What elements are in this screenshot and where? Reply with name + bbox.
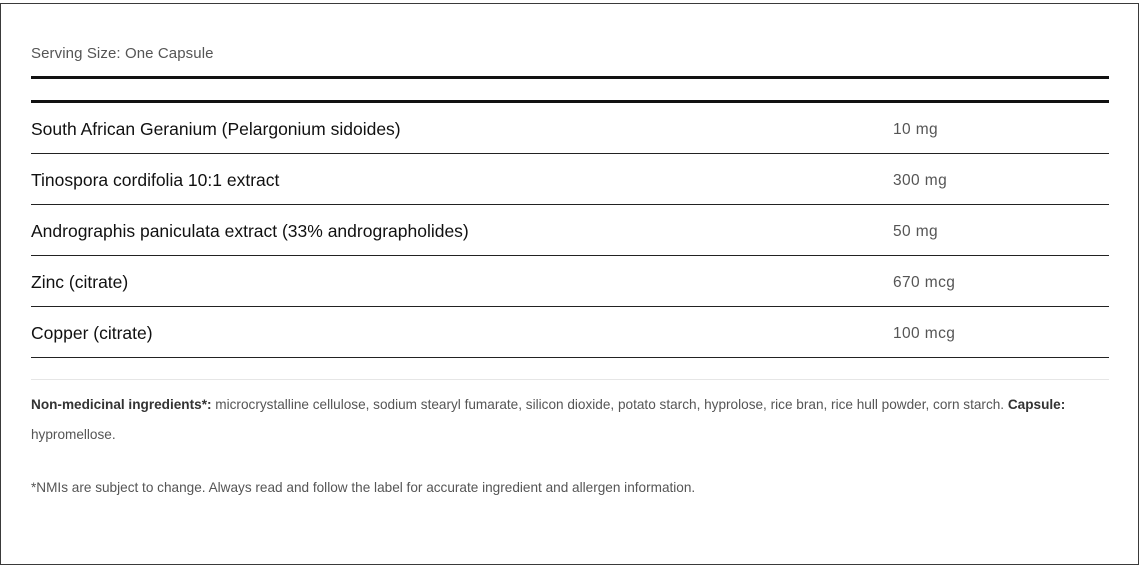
ingredient-name: Copper (citrate) — [31, 323, 153, 343]
ingredient-amount: 10 mg — [893, 121, 939, 138]
ingredient-amount: 50 mg — [893, 223, 939, 240]
table-row — [31, 103, 1109, 154]
ingredient-name: Andrographis paniculata extract (33% andrographolides) — [31, 221, 469, 241]
ingredient-amount: 300 mg — [893, 172, 948, 189]
ingredient-name: South African Geranium (Pelargonium sidoides) — [31, 119, 401, 139]
nmi-footnote: *NMIs are subject to change. Always read and follow the label for accurate ingredient and allergen information. — [31, 480, 696, 495]
supplement-facts-panel — [0, 3, 1139, 565]
table-row — [31, 154, 1109, 205]
ingredient-amount: 100 mcg — [893, 325, 956, 342]
table-row — [31, 205, 1109, 256]
section-divider — [31, 379, 1109, 380]
non-medicinal-label: Non-medicinal ingredients*: — [31, 397, 212, 412]
table-row — [31, 307, 1109, 358]
ingredient-name: Zinc (citrate) — [31, 272, 129, 292]
capsule-label: Capsule: — [1007, 397, 1066, 412]
capsule-text: hypromellose. — [31, 427, 116, 442]
table-row — [31, 256, 1109, 307]
ingredient-name: Tinospora cordifolia 10:1 extract — [31, 170, 280, 190]
non-medicinal-text: microcrystalline cellulose, sodium stearyl fumarate, silicon dioxide, potato starch, hyprolose, rice bran, rice hull powder, corn starch. — [211, 397, 1008, 412]
header-divider-top — [31, 76, 1109, 79]
serving-size: Serving Size: One Capsule — [31, 45, 214, 62]
ingredient-amount: 670 mcg — [893, 274, 956, 291]
non-medicinal-ingredients — [31, 390, 1109, 450]
ingredient-table — [31, 103, 1109, 358]
